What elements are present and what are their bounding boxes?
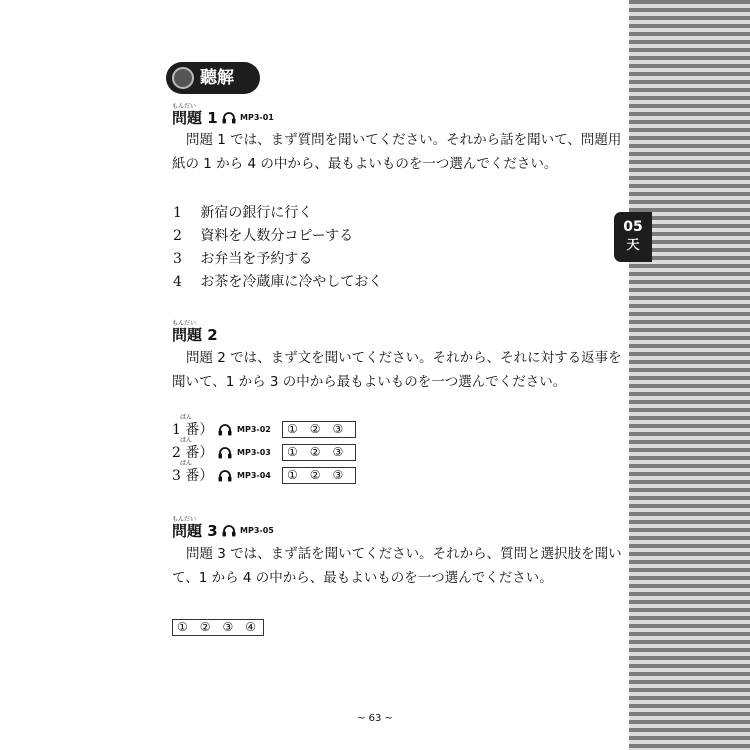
q1-choice xyxy=(173,203,312,223)
q3-heading: 問題 3 xyxy=(172,522,218,540)
q2-item-audio: MP3-03 xyxy=(237,448,271,457)
q2-item-label: 3 番） xyxy=(172,468,214,484)
mondai-ruby: もんだい xyxy=(172,103,197,110)
q1-choice xyxy=(173,226,353,246)
headphone-icon xyxy=(218,469,232,482)
q3-audio-label: MP3-05 xyxy=(240,526,274,535)
q1-audio-label: MP3-01 xyxy=(240,113,274,122)
headphone-icon xyxy=(222,524,236,537)
choice-number: 3 xyxy=(173,251,182,267)
q2-item-label: 1 番） xyxy=(172,422,214,438)
choice-number: 1 xyxy=(173,205,182,221)
mondai-ruby: もんだい xyxy=(172,516,197,523)
answer-options-box xyxy=(172,619,264,636)
choice-number: 4 xyxy=(173,274,182,290)
answer-options: ① ② ③ xyxy=(287,468,344,482)
answer-options: ① ② ③ ④ xyxy=(177,620,257,634)
q2-item-audio: MP3-04 xyxy=(237,471,271,480)
answer-options-box xyxy=(282,467,356,484)
q3-instruction-line2: て、1 から 4 の中から、最もよいものを一つ選んでください。 xyxy=(172,570,553,586)
q1-instruction-line2: 紙の 1 から 4 の中から、最もよいものを一つ選んでください。 xyxy=(172,156,558,172)
q1-instruction-line1: 問題 1 では、まず質問を聞いてください。それから話を聞いて、問題用 xyxy=(186,132,622,148)
q1-choice xyxy=(173,249,312,269)
choice-text: お茶を冷蔵庫に冷やしておく xyxy=(200,274,383,290)
choice-text: 新宿の銀行に行く xyxy=(200,205,313,221)
chapter-tab-number: 05 xyxy=(623,219,643,235)
choice-text: 資料を人数分コピーする xyxy=(200,228,354,244)
headphone-icon xyxy=(218,446,232,459)
answer-options: ① ② ③ xyxy=(287,445,344,459)
answer-options-box xyxy=(282,444,356,461)
answer-options-box xyxy=(282,421,356,438)
ban-ruby: ばん xyxy=(180,437,193,444)
q3-instruction-line1: 問題 3 では、まず話を聞いてください。それから、質問と選択肢を聞い xyxy=(186,546,622,562)
section-title: 聽解 xyxy=(200,68,234,88)
chapter-tab xyxy=(614,212,652,262)
disc-logo-icon xyxy=(172,67,194,89)
q2-heading: 問題 2 xyxy=(172,326,218,344)
choice-text: お弁当を予約する xyxy=(200,251,313,267)
mondai-ruby: もんだい xyxy=(172,320,197,327)
q2-instruction-line1: 問題 2 では、まず文を聞いてください。それから、それに対する返事を xyxy=(186,350,622,366)
page-number: ~ 63 ~ xyxy=(357,713,393,724)
ban-ruby: ばん xyxy=(180,414,193,421)
chapter-tab-label: 天 xyxy=(626,238,640,253)
section-header xyxy=(166,62,260,94)
ban-ruby: ばん xyxy=(180,460,193,467)
answer-options: ① ② ③ xyxy=(287,422,344,436)
side-stripe-bar xyxy=(629,0,750,750)
q2-instruction-line2: 聞いて、1 から 3 の中から最もよいものを一つ選んでください。 xyxy=(172,374,567,390)
q1-choice xyxy=(173,272,382,292)
choice-number: 2 xyxy=(173,228,182,244)
q2-item-label: 2 番） xyxy=(172,445,214,461)
headphone-icon xyxy=(218,423,232,436)
q1-heading: 問題 1 xyxy=(172,109,218,127)
q2-item-audio: MP3-02 xyxy=(237,425,271,434)
headphone-icon xyxy=(222,111,236,124)
